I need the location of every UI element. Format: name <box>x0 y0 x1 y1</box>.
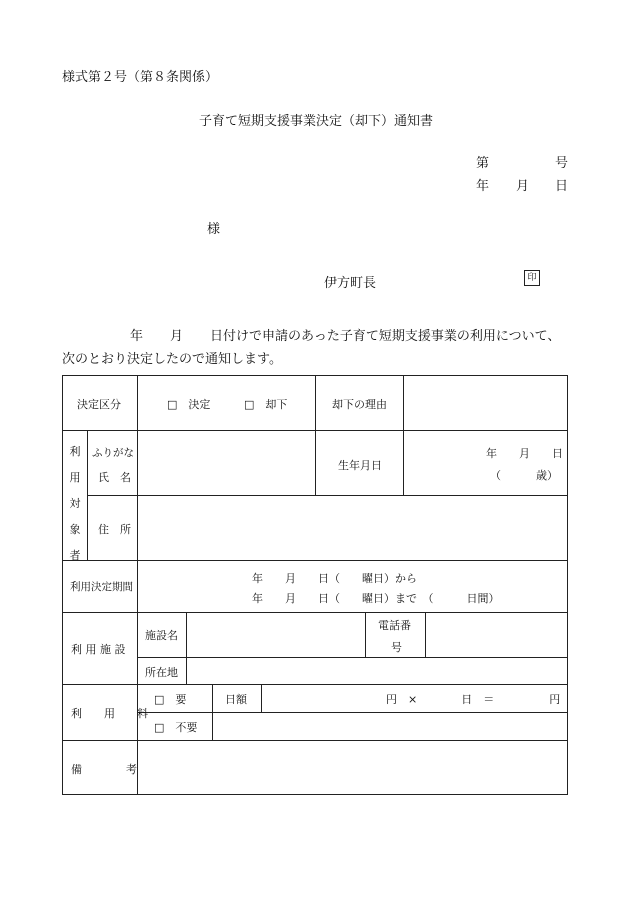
period-label: 利用決定期間 <box>70 581 133 593</box>
seal-stamp: 印 <box>524 270 540 286</box>
facility-label: 利 用 施 設 <box>71 643 126 656</box>
issue-date-day: 日 <box>555 179 569 194</box>
body-line2: 次のとおり決定したので通知します。 <box>62 352 282 367</box>
doc-number-suffix: 号 <box>555 156 569 171</box>
birth-month: 月 <box>519 447 530 460</box>
subject-label: 利用対象者 <box>69 445 81 562</box>
fee-required-checkbox[interactable]: □ 要 <box>154 693 187 706</box>
recipient-honorific: 様 <box>207 222 221 237</box>
issuer-name: 伊方町長 <box>324 276 377 291</box>
fee-label: 利 用 料 <box>71 707 148 720</box>
decision-approve-checkbox[interactable]: □ 決定 <box>167 398 211 411</box>
age-open: （ <box>490 469 501 482</box>
birth-year: 年 <box>486 447 497 460</box>
body-line1: 日付けで申請のあった子育て短期支援事業の利用について、 <box>210 329 561 344</box>
birthdate-label: 生年月日 <box>338 459 382 472</box>
period-to: 年 月 日（ 曜日）まで （ 日間） <box>252 592 500 605</box>
decision-label: 決定区分 <box>77 398 121 411</box>
issue-date-month: 月 <box>516 179 530 194</box>
address-label: 住 所 <box>98 523 131 536</box>
body-year: 年 <box>130 329 144 344</box>
furigana-label: ふりがな <box>92 447 134 459</box>
form-number: 様式第２号（第８条関係） <box>62 70 219 85</box>
doc-number-prefix: 第 <box>476 156 490 171</box>
age-close: 歳） <box>536 469 558 482</box>
location-label: 所在地 <box>145 666 178 679</box>
remarks-label: 備 考 <box>71 763 137 776</box>
issue-date-year: 年 <box>476 179 490 194</box>
document-title: 子育て短期支援事業決定（却下）通知書 <box>199 114 434 129</box>
fee-formula: 円 × 日 ＝ 円 <box>386 693 561 706</box>
form-table <box>62 375 568 795</box>
daily-amount-label: 日額 <box>225 693 247 706</box>
name-label: 氏 名 <box>98 471 131 484</box>
body-month: 月 <box>170 329 184 344</box>
phone-label-2: 号 <box>391 641 402 654</box>
decision-reject-checkbox[interactable]: □ 却下 <box>244 398 288 411</box>
phone-label-1: 電話番 <box>378 619 411 632</box>
birth-day: 日 <box>552 447 563 460</box>
fee-not-required-checkbox[interactable]: □ 不要 <box>154 721 198 734</box>
reject-reason-label: 却下の理由 <box>332 398 387 411</box>
facility-name-label: 施設名 <box>145 629 178 642</box>
period-from: 年 月 日（ 曜日）から <box>252 572 417 585</box>
